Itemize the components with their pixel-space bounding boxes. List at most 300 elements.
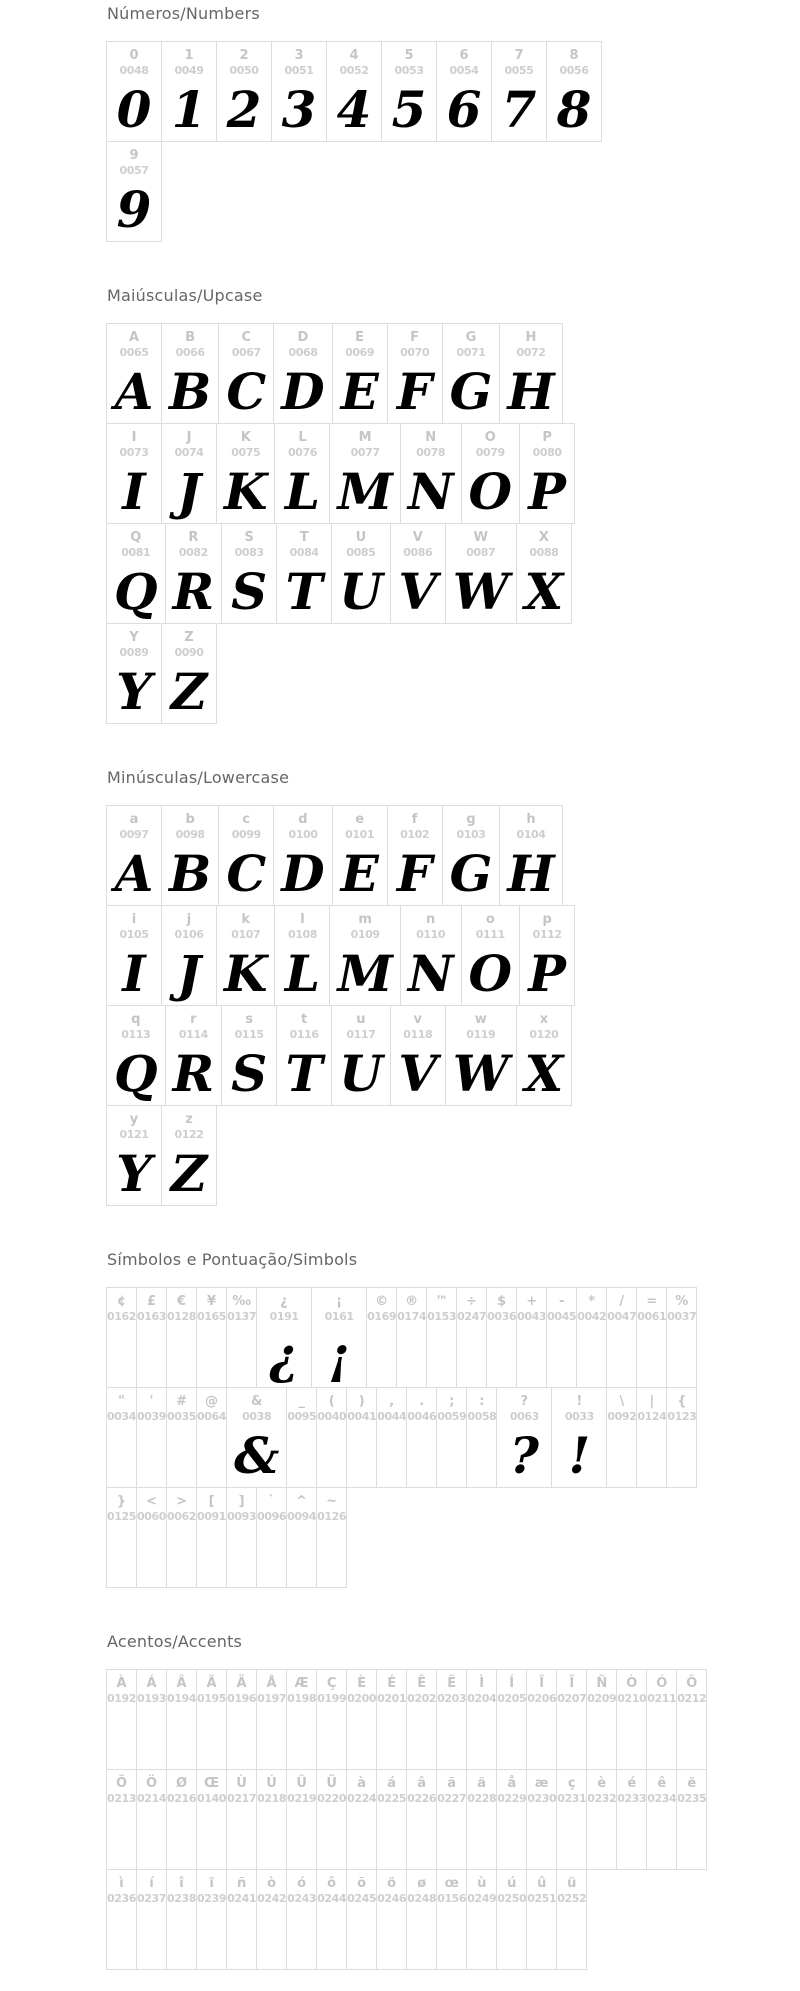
glyph-cell xyxy=(436,1669,467,1770)
glyph-preview xyxy=(407,1706,436,1769)
glyph-preview xyxy=(397,1324,426,1387)
glyph-preview: B xyxy=(169,844,212,903)
glyph-cell xyxy=(346,1869,377,1970)
glyph-preview: F xyxy=(396,844,433,903)
glyph-cell xyxy=(436,41,492,142)
glyph-unicode-label: 0063 xyxy=(509,1410,539,1423)
glyph-char-label: £ xyxy=(147,1294,157,1309)
glyph-char-label: Ä xyxy=(236,1676,247,1691)
glyph-table-symbols xyxy=(106,1287,697,1588)
section-symbols xyxy=(106,1250,800,1588)
glyph-unicode-label: 0102 xyxy=(400,828,430,841)
glyph-char-label: . xyxy=(419,1394,425,1409)
glyph-char-label: } xyxy=(116,1494,127,1509)
glyph-cell xyxy=(496,1387,552,1488)
glyph-cell xyxy=(406,1669,437,1770)
glyph-char-label: F xyxy=(410,330,420,345)
glyph-unicode-label: 0058 xyxy=(467,1410,497,1423)
glyph-preview: K xyxy=(224,462,268,521)
glyph-cell xyxy=(106,905,162,1006)
glyph-preview xyxy=(587,1806,616,1869)
glyph-cell xyxy=(274,905,330,1006)
glyph-unicode-label: 0243 xyxy=(287,1892,317,1905)
glyph-unicode-label: 0038 xyxy=(242,1410,272,1423)
glyph-cell xyxy=(516,523,572,624)
glyph-preview xyxy=(457,1324,486,1387)
glyph-table-uppercase xyxy=(106,323,575,724)
glyph-cell xyxy=(136,1769,167,1870)
glyph-preview xyxy=(527,1906,556,1969)
glyph-cell xyxy=(166,1487,197,1588)
glyph-cell xyxy=(165,1005,223,1106)
glyph-cell xyxy=(196,1669,227,1770)
glyph-preview xyxy=(437,1424,466,1487)
glyph-unicode-label: 0230 xyxy=(527,1792,557,1805)
glyph-char-label: v xyxy=(413,1012,422,1027)
glyph-preview: & xyxy=(234,1426,280,1485)
glyph-char-label: R xyxy=(188,530,199,545)
glyph-char-label: õ xyxy=(357,1876,367,1891)
glyph-cell xyxy=(326,41,382,142)
glyph-preview: S xyxy=(231,1044,268,1103)
glyph-unicode-label: 0035 xyxy=(167,1410,197,1423)
glyph-cell xyxy=(166,1869,197,1970)
glyph-unicode-label: 0120 xyxy=(529,1028,559,1041)
glyph-preview: N xyxy=(407,462,454,521)
glyph-unicode-label: 0079 xyxy=(475,446,505,459)
glyph-cell xyxy=(216,423,275,524)
glyph-cell xyxy=(106,1387,137,1488)
glyph-unicode-label: 0112 xyxy=(532,928,562,941)
glyph-cell xyxy=(106,1869,137,1970)
glyph-cell xyxy=(556,1769,587,1870)
glyph-preview xyxy=(167,1906,196,1969)
glyph-unicode-label: 0121 xyxy=(119,1128,149,1141)
glyph-unicode-label: 0202 xyxy=(407,1692,437,1705)
glyph-preview: F xyxy=(396,362,433,421)
glyph-char-label: S xyxy=(244,530,254,545)
glyph-row xyxy=(106,323,563,424)
glyph-cell xyxy=(445,1005,517,1106)
glyph-preview: M xyxy=(337,462,393,521)
glyph-unicode-label: 0071 xyxy=(456,346,486,359)
glyph-unicode-label: 0242 xyxy=(257,1892,287,1905)
glyph-char-label: J xyxy=(186,430,192,445)
glyph-char-label: c xyxy=(242,812,251,827)
glyph-unicode-label: 0244 xyxy=(317,1892,347,1905)
glyph-row xyxy=(106,1287,697,1388)
glyph-char-label: > xyxy=(176,1494,187,1509)
glyph-preview xyxy=(257,1906,286,1969)
glyph-cell xyxy=(346,1387,377,1488)
glyph-preview xyxy=(137,1324,166,1387)
glyph-char-label: { xyxy=(677,1394,687,1409)
glyph-preview xyxy=(407,1906,436,1969)
glyph-cell xyxy=(216,41,272,142)
glyph-char-label: ò xyxy=(267,1876,277,1891)
glyph-unicode-label: 0055 xyxy=(504,64,534,77)
glyph-char-label: f xyxy=(411,812,418,827)
glyph-char-label: Ô xyxy=(686,1676,698,1691)
glyph-unicode-label: 0218 xyxy=(257,1792,287,1805)
glyph-preview: 8 xyxy=(556,80,592,139)
glyph-char-label: Û xyxy=(296,1776,307,1791)
glyph-char-label: Î xyxy=(539,1676,545,1691)
glyph-char-label: ` xyxy=(268,1494,275,1509)
glyph-unicode-label: 0104 xyxy=(516,828,546,841)
glyph-unicode-label: 0085 xyxy=(346,546,376,559)
glyph-preview: X xyxy=(524,562,564,621)
glyph-unicode-label: 0052 xyxy=(339,64,369,77)
glyph-cell xyxy=(526,1769,557,1870)
glyph-unicode-label: 0199 xyxy=(317,1692,347,1705)
glyph-cell xyxy=(166,1669,197,1770)
glyph-cell xyxy=(106,1005,166,1106)
glyph-char-label: T xyxy=(299,530,309,545)
glyph-unicode-label: 0124 xyxy=(637,1410,667,1423)
glyph-preview xyxy=(137,1524,166,1587)
glyph-char-label: * xyxy=(588,1294,596,1309)
glyph-char-label: W xyxy=(473,530,488,545)
glyph-char-label: q xyxy=(131,1012,141,1027)
glyph-char-label: ø xyxy=(417,1876,427,1891)
glyph-cell xyxy=(196,1869,227,1970)
glyph-cell xyxy=(466,1387,497,1488)
glyph-unicode-label: 0077 xyxy=(350,446,380,459)
glyph-preview xyxy=(287,1424,316,1487)
glyph-unicode-label: 0201 xyxy=(377,1692,407,1705)
glyph-char-label: Q xyxy=(130,530,142,545)
glyph-unicode-label: 0098 xyxy=(175,828,205,841)
glyph-preview: N xyxy=(407,944,454,1003)
glyph-preview: 6 xyxy=(446,80,482,139)
glyph-char-label: H xyxy=(525,330,537,345)
glyph-cell xyxy=(491,41,547,142)
glyph-preview xyxy=(107,1324,136,1387)
glyph-preview xyxy=(317,1906,346,1969)
glyph-unicode-label: 0123 xyxy=(667,1410,697,1423)
glyph-cell xyxy=(311,1287,367,1388)
glyph-cell xyxy=(546,1287,577,1388)
glyph-unicode-label: 0109 xyxy=(350,928,380,941)
glyph-char-label: a xyxy=(129,812,139,827)
glyph-char-label: Z xyxy=(184,630,194,645)
glyph-char-label: ¡ xyxy=(336,1294,343,1309)
glyph-char-label: 0 xyxy=(129,48,139,63)
glyph-cell xyxy=(221,523,277,624)
glyph-cell xyxy=(106,1487,137,1588)
glyph-cell xyxy=(256,1669,287,1770)
glyph-char-label: Å xyxy=(266,1676,277,1691)
glyph-char-label: è xyxy=(597,1776,607,1791)
glyph-preview xyxy=(227,1524,256,1587)
section-title-accents: Acentos/Accents xyxy=(107,1632,243,1651)
glyph-preview xyxy=(257,1524,286,1587)
glyph-char-label: ù xyxy=(477,1876,487,1891)
glyph-cell xyxy=(516,1005,572,1106)
glyph-cell xyxy=(136,1869,167,1970)
glyph-cell xyxy=(486,1287,517,1388)
glyph-unicode-label: 0049 xyxy=(174,64,204,77)
glyph-unicode-label: 0211 xyxy=(647,1692,677,1705)
glyph-unicode-label: 0226 xyxy=(407,1792,437,1805)
glyph-row xyxy=(106,905,575,1006)
glyph-char-label: s xyxy=(245,1012,253,1027)
glyph-cell xyxy=(106,323,162,424)
glyph-char-label: X xyxy=(538,530,549,545)
glyph-unicode-label: 0214 xyxy=(137,1792,167,1805)
glyph-unicode-label: 0234 xyxy=(647,1792,677,1805)
glyph-char-label: Ö xyxy=(145,1776,158,1791)
glyph-char-label: @ xyxy=(205,1394,219,1409)
glyph-preview xyxy=(287,1906,316,1969)
glyph-char-label: ¿ xyxy=(280,1294,288,1309)
glyph-unicode-label: 0050 xyxy=(229,64,259,77)
glyph-unicode-label: 0227 xyxy=(437,1792,467,1805)
glyph-unicode-label: 0249 xyxy=(467,1892,497,1905)
glyph-char-label: À xyxy=(116,1676,127,1691)
glyph-char-label: 3 xyxy=(294,48,304,63)
glyph-preview xyxy=(197,1806,226,1869)
glyph-unicode-label: 0239 xyxy=(197,1892,227,1905)
glyph-preview: S xyxy=(231,562,268,621)
glyph-char-label: r xyxy=(190,1012,197,1027)
glyph-table-numbers xyxy=(106,41,602,242)
glyph-char-label: ? xyxy=(520,1394,529,1409)
glyph-unicode-label: 0045 xyxy=(547,1310,577,1323)
glyph-cell xyxy=(390,523,446,624)
glyph-row xyxy=(106,623,217,724)
glyph-cell xyxy=(616,1669,647,1770)
glyph-cell xyxy=(496,1669,527,1770)
glyph-preview xyxy=(227,1906,256,1969)
glyph-cell xyxy=(136,1287,167,1388)
glyph-unicode-label: 0086 xyxy=(403,546,433,559)
glyph-char-label: à xyxy=(357,1776,367,1791)
glyph-unicode-label: 0116 xyxy=(289,1028,319,1041)
glyph-cell xyxy=(316,1487,347,1588)
glyph-unicode-label: 0119 xyxy=(466,1028,496,1041)
glyph-char-label: n xyxy=(426,912,436,927)
glyph-char-label: ú xyxy=(507,1876,517,1891)
glyph-char-label: h xyxy=(526,812,536,827)
glyph-char-label: Ø xyxy=(176,1776,188,1791)
glyph-preview: L xyxy=(284,462,321,521)
glyph-cell xyxy=(387,323,443,424)
glyph-char-label: b xyxy=(185,812,195,827)
glyph-cell xyxy=(400,905,462,1006)
glyph-cell xyxy=(106,1769,137,1870)
glyph-unicode-label: 0232 xyxy=(587,1792,617,1805)
glyph-char-label: ì xyxy=(119,1876,124,1891)
glyph-cell xyxy=(161,423,217,524)
glyph-char-label: á xyxy=(387,1776,397,1791)
glyph-char-label: ‰ xyxy=(232,1294,251,1309)
glyph-table-lowercase xyxy=(106,805,575,1206)
glyph-preview xyxy=(107,1524,136,1587)
glyph-char-label: E xyxy=(355,330,365,345)
glyph-cell xyxy=(226,1387,287,1488)
glyph-unicode-label: 0082 xyxy=(178,546,208,559)
glyph-char-label: A xyxy=(128,330,140,345)
glyph-preview xyxy=(437,1706,466,1769)
glyph-char-label: Ç xyxy=(326,1676,337,1691)
glyph-char-label: K xyxy=(240,430,251,445)
glyph-cell xyxy=(273,805,332,906)
glyph-cell xyxy=(161,323,219,424)
glyph-char-label: D xyxy=(297,330,309,345)
glyph-unicode-label: 0252 xyxy=(557,1892,587,1905)
glyph-unicode-label: 0196 xyxy=(227,1692,257,1705)
glyph-preview: 3 xyxy=(281,80,317,139)
glyph-unicode-label: 0066 xyxy=(175,346,205,359)
glyph-preview xyxy=(617,1706,646,1769)
glyph-char-label: Ñ xyxy=(596,1676,608,1691)
glyph-preview xyxy=(107,1424,136,1487)
glyph-unicode-label: 0073 xyxy=(119,446,149,459)
glyph-cell xyxy=(442,323,501,424)
glyph-row xyxy=(106,1005,572,1106)
glyph-cell xyxy=(519,423,575,524)
glyph-char-label: Ê xyxy=(417,1676,427,1691)
glyph-preview xyxy=(317,1706,346,1769)
glyph-preview: U xyxy=(339,562,383,621)
glyph-unicode-label: 0041 xyxy=(347,1410,377,1423)
glyph-cell xyxy=(161,905,217,1006)
glyph-cell xyxy=(406,1387,437,1488)
glyph-cell xyxy=(218,323,274,424)
glyph-preview: W xyxy=(452,562,509,621)
glyph-unicode-label: 0096 xyxy=(257,1510,287,1523)
glyph-row xyxy=(106,1869,587,1970)
glyph-preview: 4 xyxy=(336,80,372,139)
glyph-unicode-label: 0087 xyxy=(466,546,496,559)
glyph-cell xyxy=(136,1487,167,1588)
glyph-cell xyxy=(226,1769,257,1870)
glyph-unicode-label: 0203 xyxy=(437,1692,467,1705)
glyph-cell xyxy=(161,1105,217,1206)
glyph-char-label: ¥ xyxy=(207,1294,217,1309)
glyph-row xyxy=(106,805,563,906)
glyph-cell xyxy=(329,905,400,1006)
glyph-row xyxy=(106,1487,347,1588)
glyph-preview: L xyxy=(284,944,321,1003)
glyph-cell xyxy=(226,1869,257,1970)
glyph-unicode-label: 0056 xyxy=(559,64,589,77)
glyph-char-label: ó xyxy=(297,1876,307,1891)
glyph-unicode-label: 0162 xyxy=(107,1310,137,1323)
glyph-unicode-label: 0069 xyxy=(345,346,375,359)
glyph-unicode-label: 0047 xyxy=(607,1310,637,1323)
glyph-preview: Y xyxy=(116,1144,152,1203)
glyph-char-label: : xyxy=(479,1394,485,1409)
glyph-unicode-label: 0090 xyxy=(174,646,204,659)
glyph-preview: U xyxy=(339,1044,383,1103)
glyph-char-label: ÷ xyxy=(466,1294,478,1309)
glyph-preview xyxy=(647,1806,676,1869)
glyph-unicode-label: 0093 xyxy=(227,1510,257,1523)
glyph-preview xyxy=(377,1906,406,1969)
glyph-cell xyxy=(196,1387,227,1488)
glyph-cell xyxy=(436,1387,467,1488)
glyph-preview: Y xyxy=(116,662,152,721)
glyph-unicode-label: 0061 xyxy=(637,1310,667,1323)
glyph-preview: C xyxy=(226,362,267,421)
glyph-cell xyxy=(442,805,501,906)
glyph-preview xyxy=(557,1806,586,1869)
glyph-cell xyxy=(466,1769,497,1870)
glyph-char-label: / xyxy=(619,1294,625,1309)
glyph-cell xyxy=(106,623,162,724)
glyph-char-label: \ xyxy=(619,1394,625,1409)
glyph-unicode-label: 0043 xyxy=(517,1310,547,1323)
glyph-unicode-label: 0224 xyxy=(347,1792,377,1805)
glyph-cell xyxy=(165,523,223,624)
glyph-cell xyxy=(636,1387,667,1488)
glyph-char-label: k xyxy=(241,912,251,927)
glyph-table-accents xyxy=(106,1669,707,1970)
glyph-unicode-label: 0057 xyxy=(119,164,149,177)
glyph-cell xyxy=(616,1769,647,1870)
glyph-cell xyxy=(546,41,602,142)
glyph-unicode-label: 0108 xyxy=(287,928,317,941)
glyph-preview xyxy=(607,1424,636,1487)
glyph-char-label: x xyxy=(539,1012,549,1027)
glyph-cell xyxy=(461,423,521,524)
glyph-char-label: Ò xyxy=(626,1676,638,1691)
glyph-char-label: G xyxy=(465,330,477,345)
glyph-preview: I xyxy=(122,944,146,1003)
glyph-char-label: ¢ xyxy=(116,1294,127,1309)
glyph-char-label: _ xyxy=(298,1394,305,1409)
glyph-cell xyxy=(331,1005,391,1106)
glyph-cell xyxy=(436,1769,467,1870)
glyph-unicode-label: 0101 xyxy=(345,828,375,841)
glyph-preview xyxy=(257,1706,286,1769)
glyph-cell xyxy=(106,805,162,906)
glyph-unicode-label: 0095 xyxy=(287,1410,317,1423)
glyph-preview xyxy=(197,1706,226,1769)
section-title-lowercase: Minúsculas/Lowercase xyxy=(107,768,290,787)
glyph-preview: Z xyxy=(170,1144,208,1203)
glyph-cell xyxy=(376,1669,407,1770)
glyph-preview xyxy=(167,1524,196,1587)
glyph-char-label: d xyxy=(298,812,308,827)
glyph-preview xyxy=(527,1806,556,1869)
glyph-unicode-label: 0248 xyxy=(407,1892,437,1905)
glyph-unicode-label: 0107 xyxy=(231,928,261,941)
glyph-preview xyxy=(557,1706,586,1769)
glyph-cell xyxy=(376,1869,407,1970)
glyph-char-label: " xyxy=(118,1394,125,1409)
section-lowercase xyxy=(106,768,800,1206)
glyph-unicode-label: 0084 xyxy=(289,546,319,559)
glyph-preview: H xyxy=(507,844,555,903)
glyph-char-label: Â xyxy=(176,1676,187,1691)
glyph-preview xyxy=(167,1324,196,1387)
glyph-preview xyxy=(667,1324,696,1387)
glyph-cell xyxy=(406,1769,437,1870)
glyph-row xyxy=(106,423,575,524)
glyph-char-label: ~ xyxy=(326,1494,338,1509)
glyph-preview xyxy=(377,1706,406,1769)
glyph-preview xyxy=(467,1806,496,1869)
glyph-unicode-label: 0083 xyxy=(234,546,264,559)
glyph-char-label: j xyxy=(186,912,192,927)
glyph-cell xyxy=(226,1487,257,1588)
glyph-unicode-label: 0193 xyxy=(137,1692,167,1705)
glyph-cell xyxy=(586,1669,617,1770)
